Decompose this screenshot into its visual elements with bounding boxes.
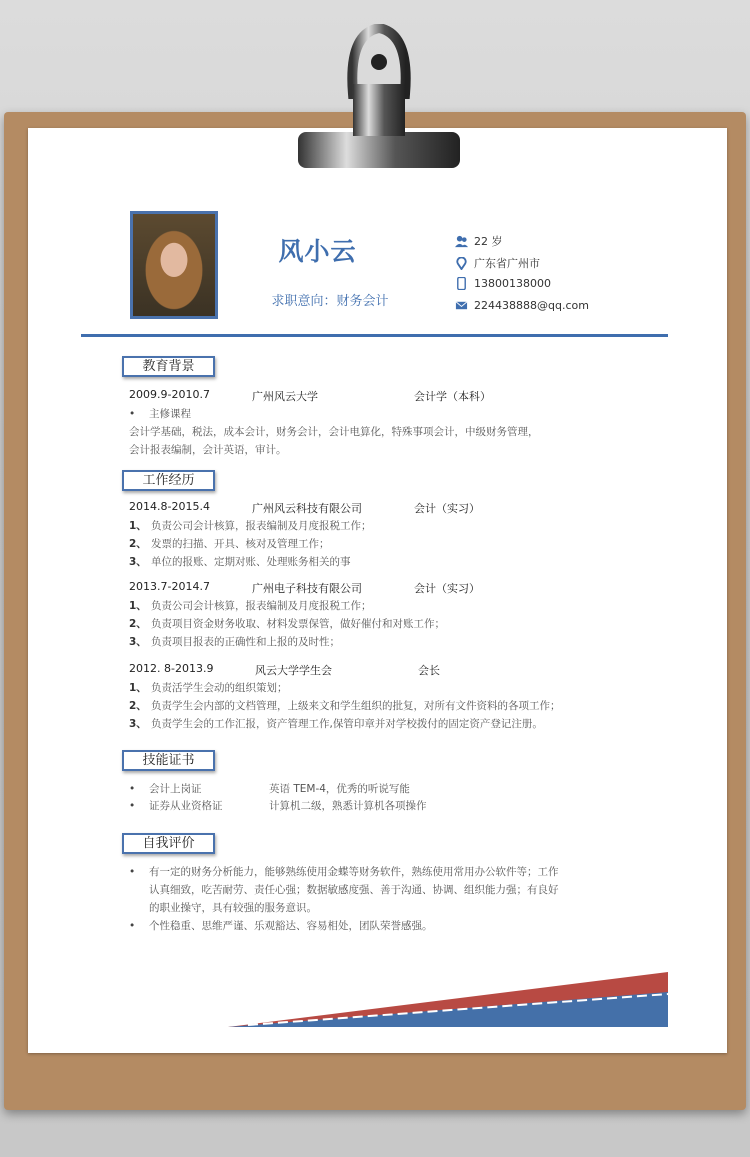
self-eval-line: 有一定的财务分析能力，能够熟练使用金蝶等财务软件，熟练使用常用办公软件等；工作 <box>149 866 559 878</box>
skill-item <box>129 781 410 796</box>
self-eval-line: 个性稳重、思维严谨、乐观豁达、容易相处，团队荣誉感强。 <box>149 920 433 932</box>
applicant-name: 风小云 <box>278 237 357 266</box>
self-eval-line: 的职业操守，具有较强的服务意识。 <box>149 902 317 914</box>
job-duty-item <box>129 680 288 695</box>
contact-location <box>455 255 540 271</box>
item-number: 3、 <box>129 718 147 730</box>
job-duty-text: 发票的扫描、开具、核对及管理工作； <box>151 538 330 550</box>
bullet: • <box>129 920 136 932</box>
job-duty-text: 负责活学生会动的组织策划； <box>151 682 288 694</box>
item-number: 2、 <box>129 618 147 630</box>
bullet: • <box>129 783 136 795</box>
item-number: 3、 <box>129 636 147 648</box>
job-role: 会计（实习） <box>414 582 480 595</box>
header-divider <box>81 334 668 337</box>
item-number: 1、 <box>129 682 147 694</box>
job-period: 2012. 8-2013.9 <box>129 662 214 675</box>
phone-text: 13800138000 <box>474 277 551 290</box>
job-duty-item <box>129 716 543 731</box>
job-role: 会计（实习） <box>414 502 480 515</box>
job-org: 广州电子科技有限公司 <box>252 582 362 595</box>
bullet: • <box>129 800 136 812</box>
item-number: 2、 <box>129 700 147 712</box>
bullet: • <box>129 408 136 420</box>
people-icon <box>455 235 468 248</box>
job-duty-item <box>129 554 351 569</box>
job-duty-text: 负责学生会内部的文档管理，上级来文和学生组织的批复，对所有文件资料的各项工作； <box>151 700 561 712</box>
edu-major: 会计学（本科） <box>414 390 491 403</box>
job-duty-text: 负责项目资金财务收取、材料发票保管，做好催付和对账工作； <box>151 618 445 630</box>
contact-email <box>455 299 589 312</box>
age-text: 22 岁 <box>474 235 503 248</box>
section-education-title: 教育背景 <box>122 356 215 377</box>
job-org: 风云大学学生会 <box>255 664 332 677</box>
job-duty-item <box>129 536 330 551</box>
section-work-title: 工作经历 <box>122 470 215 491</box>
self-eval-line: 认真细致，吃苦耐劳、责任心强；数据敏感度强、善于沟通、协调、组织能力强；有良好 <box>149 884 559 896</box>
job-period: 2013.7-2014.7 <box>129 580 210 593</box>
skill-cert: 证券从业资格证 <box>149 800 223 812</box>
skill-desc: 英语 TEM-4，优秀的听说写能 <box>269 783 410 795</box>
section-self-title: 自我评价 <box>122 833 215 854</box>
job-duty-text: 负责项目报表的正确性和上报的及时性； <box>151 636 340 648</box>
job-duty-item <box>129 518 372 533</box>
job-duty-item <box>129 598 372 613</box>
profile-photo <box>130 211 218 319</box>
job-role: 会长 <box>418 664 440 677</box>
contact-age <box>455 233 503 249</box>
job-org: 广州风云科技有限公司 <box>252 502 362 515</box>
mail-icon <box>455 299 468 312</box>
job-duty-text: 单位的报账、定期对账、处理账务相关的事 <box>151 556 351 568</box>
decorative-wedge <box>228 970 669 1028</box>
location-pin-icon <box>455 257 468 270</box>
section-skills-title: 技能证书 <box>122 750 215 771</box>
courses-line: 会计报表编制，会计英语，审计。 <box>129 444 287 456</box>
skill-desc: 计算机二级，熟悉计算机各项操作 <box>269 800 427 812</box>
phone-icon <box>455 277 468 290</box>
job-duty-text: 负责学生会的工作汇报，资产管理工作,保管印章并对学校拨付的固定资产登记注册。 <box>151 718 543 730</box>
job-duty-text: 负责公司会计核算，报表编制及月度报税工作； <box>151 520 372 532</box>
courses-label: 主修课程 <box>149 408 191 420</box>
item-number: 3、 <box>129 556 147 568</box>
location-text: 广东省广州市 <box>474 257 540 270</box>
contact-phone <box>455 277 551 290</box>
job-duty-item <box>129 616 445 631</box>
item-number: 1、 <box>129 520 147 532</box>
job-duty-item <box>129 634 340 649</box>
edu-period: 2009.9-2010.7 <box>129 388 210 401</box>
job-period: 2014.8-2015.4 <box>129 500 210 513</box>
bullet: • <box>129 866 136 878</box>
skill-item <box>129 798 427 813</box>
edu-school: 广州风云大学 <box>252 390 318 403</box>
email-text: 224438888@qq.com <box>474 299 589 312</box>
binder-clip-icon <box>298 24 460 170</box>
job-intent: 求职意向：财务会计 <box>271 294 389 309</box>
item-number: 2、 <box>129 538 147 550</box>
skill-cert: 会计上岗证 <box>149 783 202 795</box>
job-duty-item <box>129 698 561 713</box>
item-number: 1、 <box>129 600 147 612</box>
courses-line: 会计学基础，税法，成本会计，财务会计，会计电算化，特殊事项会计，中级财务管理， <box>129 426 539 438</box>
job-duty-text: 负责公司会计核算，报表编制及月度报税工作； <box>151 600 372 612</box>
